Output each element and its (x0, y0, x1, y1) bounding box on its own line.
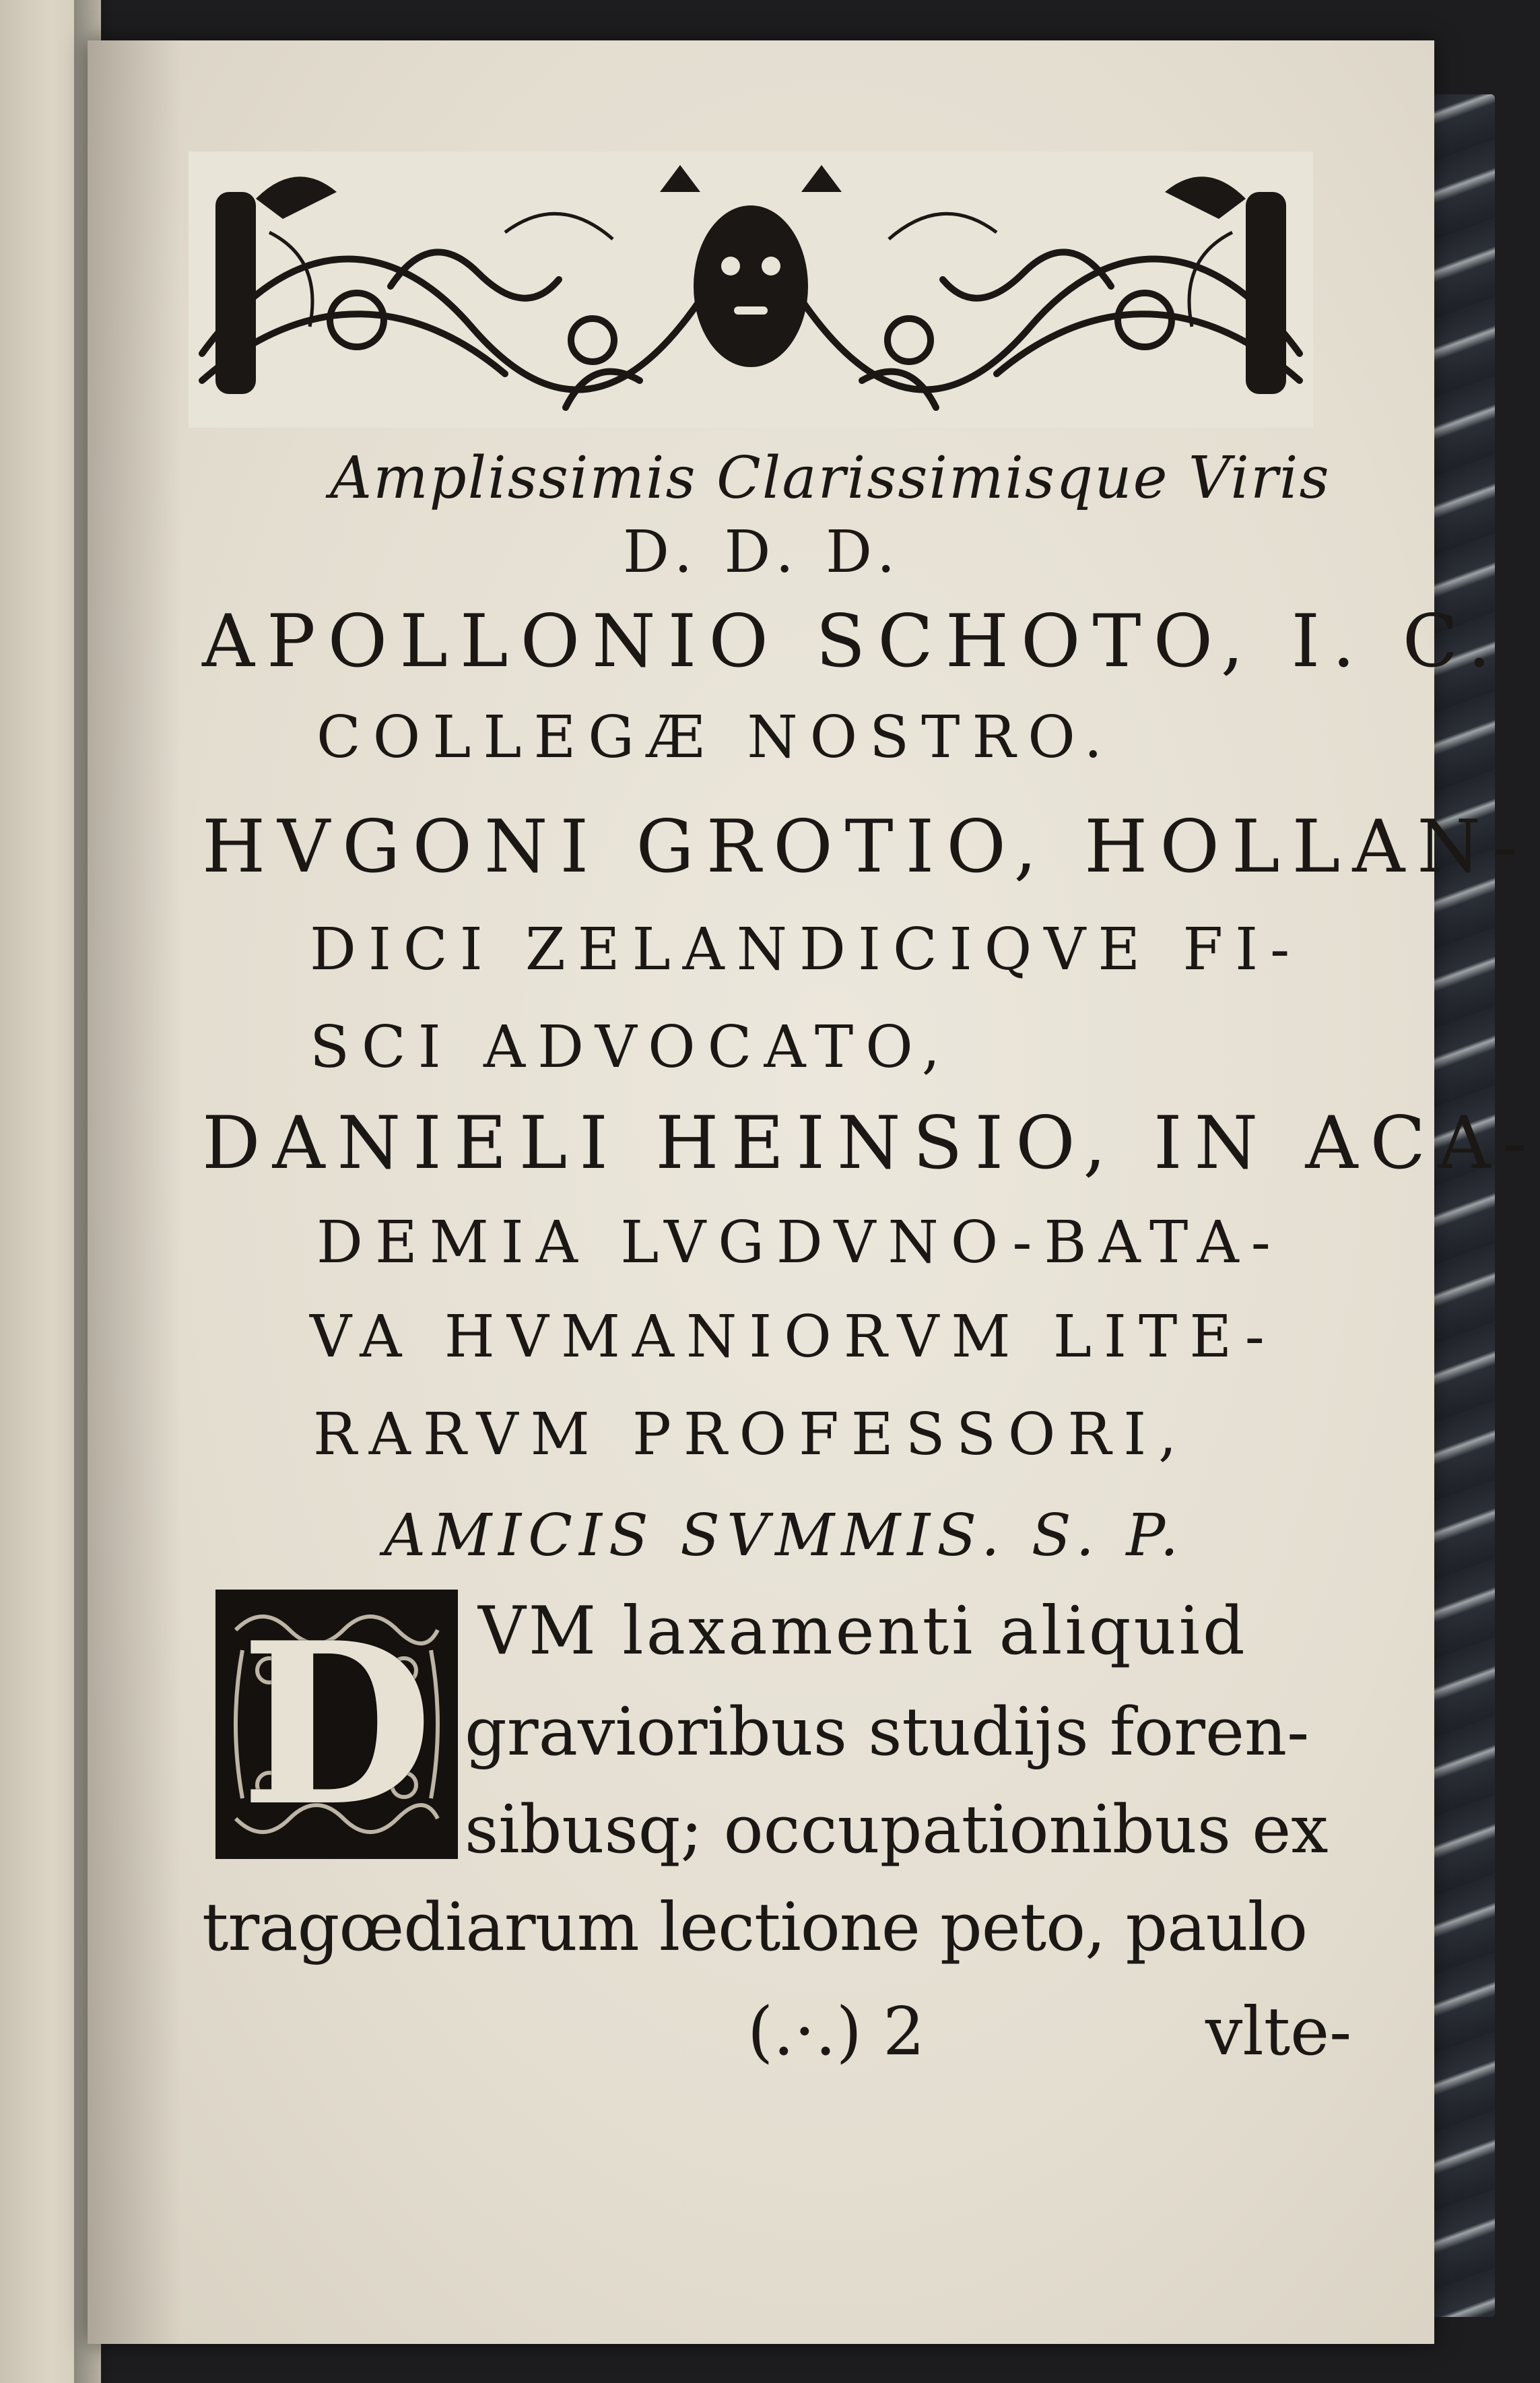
dedication-line: HVGONI GROTIO, HOLLAN- (202, 805, 1530, 889)
signature-mark: (.·.) 2 (747, 1994, 925, 2070)
body-line: sibusq; occupationibus ex (465, 1792, 1329, 1868)
dedication-line: DANIELI HEINSIO, IN ACA- (202, 1101, 1539, 1185)
catchword: vlte- (1205, 1994, 1352, 2070)
dedication-line: DICI ZELANDICIQVE FI- (310, 916, 1302, 983)
dedication-line: VA HVMANIORVM LITE- (310, 1303, 1277, 1371)
initial-letter: D (240, 1594, 434, 1855)
dedication-line: SCI ADVOCATO, (310, 1014, 953, 1081)
body-line: gravioribus studijs foren- (465, 1694, 1310, 1771)
dedication-line: APOLLONIO SCHOTO, I. C. (202, 599, 1503, 684)
dedication-line: RARVM PROFESSORI, (313, 1401, 1189, 1468)
dedication-initials: D. D. D. (623, 519, 902, 586)
salutation: AMICIS SVMMIS. S. P. (384, 1502, 1186, 1569)
dedication-line: COLLEGÆ NOSTRO. (316, 704, 1115, 771)
dedication-heading: Amplissimis Clarissimisque Viris (330, 445, 1331, 512)
book-page (88, 40, 1539, 2344)
body-line: VM laxamenti aliquid (478, 1593, 1248, 1670)
body-line: tragœdiarum lectione peto, paulo (202, 1889, 1308, 1966)
dedication-line: DEMIA LVGDVNO-BATA- (316, 1209, 1283, 1276)
